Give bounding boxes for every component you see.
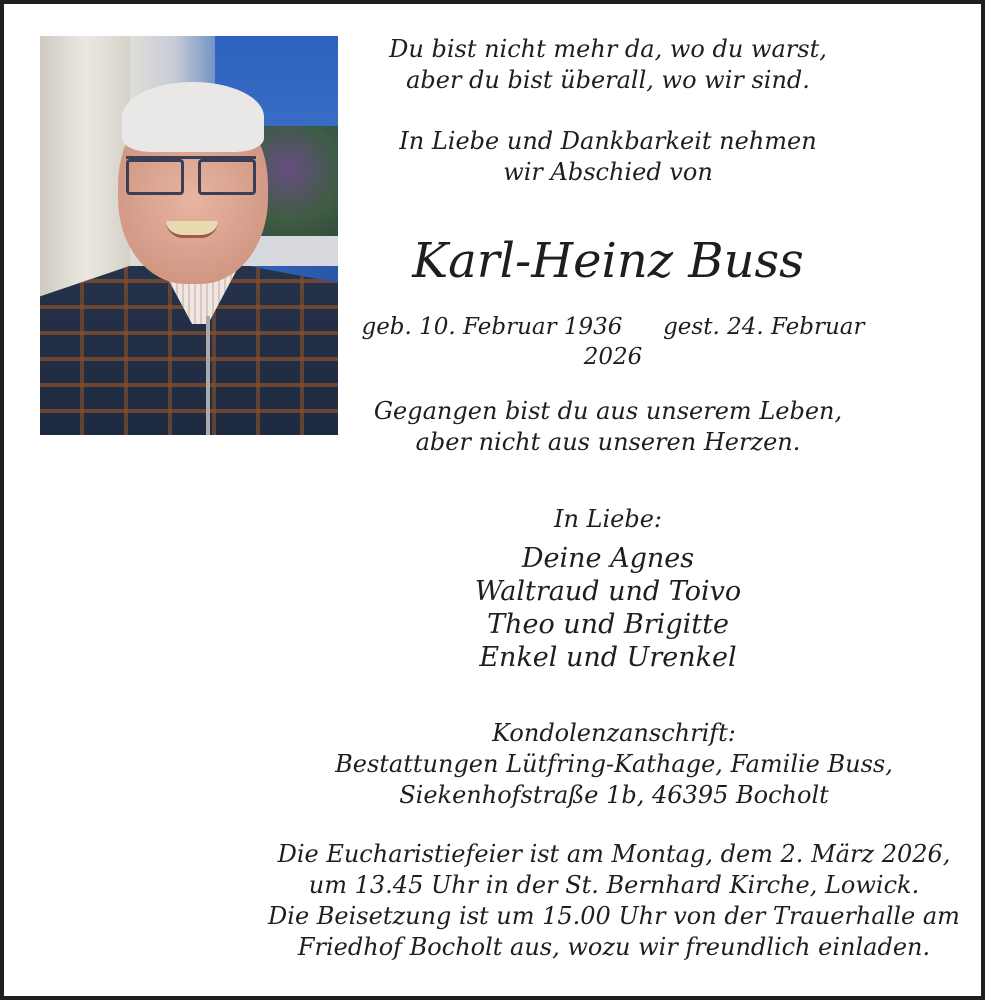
mourner: Deine Agnes [521, 543, 695, 574]
love-label: In Liebe: [553, 505, 663, 533]
mourners-list [348, 542, 868, 674]
deceased-name: Karl-Heinz Buss [412, 233, 804, 289]
quote-top-line-1: Du bist nicht mehr da, wo du warst, [389, 35, 827, 63]
mourner: Theo und Brigitte [487, 609, 729, 640]
mourner: Enkel und Urenkel [479, 642, 737, 673]
condolence-line-1: Bestattungen Lütfring-Kathage, Familie Buss, [335, 750, 893, 778]
death-date: gest. 24. Februar 2026 [583, 314, 865, 370]
quote-top-line-2: aber du bist überall, wo wir sind. [406, 66, 810, 94]
condolence-line-2: Siekenhofstraße 1b, 46395 Bocholt [399, 781, 829, 809]
photo-hair [122, 82, 264, 152]
quote-top [348, 34, 868, 96]
intro-text [348, 126, 868, 188]
condolence-address [264, 718, 964, 811]
intro-line-2: wir Abschied von [503, 158, 713, 186]
quote-middle-line-1: Gegangen bist du aus unserem Leben, [373, 397, 843, 425]
photo-glasses [126, 156, 256, 189]
service-line-1: Die Eucharistiefeier ist am Montag, dem 2. März 2026, [277, 840, 951, 868]
mourner: Waltraud und Toivo [474, 576, 742, 607]
service-line-4: Friedhof Bocholt aus, wozu wir freundlich einladen. [297, 933, 931, 961]
photo-zipper [206, 316, 210, 435]
life-dates [348, 312, 878, 372]
service-line-3: Die Beisetzung ist um 15.00 Uhr von der Trauerhalle am [268, 902, 960, 930]
condolence-label: Kondolenzanschrift: [492, 719, 736, 747]
quote-middle [348, 396, 868, 458]
quote-middle-line-2: aber nicht aus unseren Herzen. [415, 428, 801, 456]
intro-line-1: In Liebe und Dankbarkeit nehmen [399, 127, 817, 155]
service-line-2: um 13.45 Uhr in der St. Bernhard Kirche, Lowick. [308, 871, 920, 899]
portrait-photo [40, 36, 338, 435]
service-details [264, 839, 964, 963]
birth-date: geb. 10. Februar 1936 [361, 314, 623, 340]
